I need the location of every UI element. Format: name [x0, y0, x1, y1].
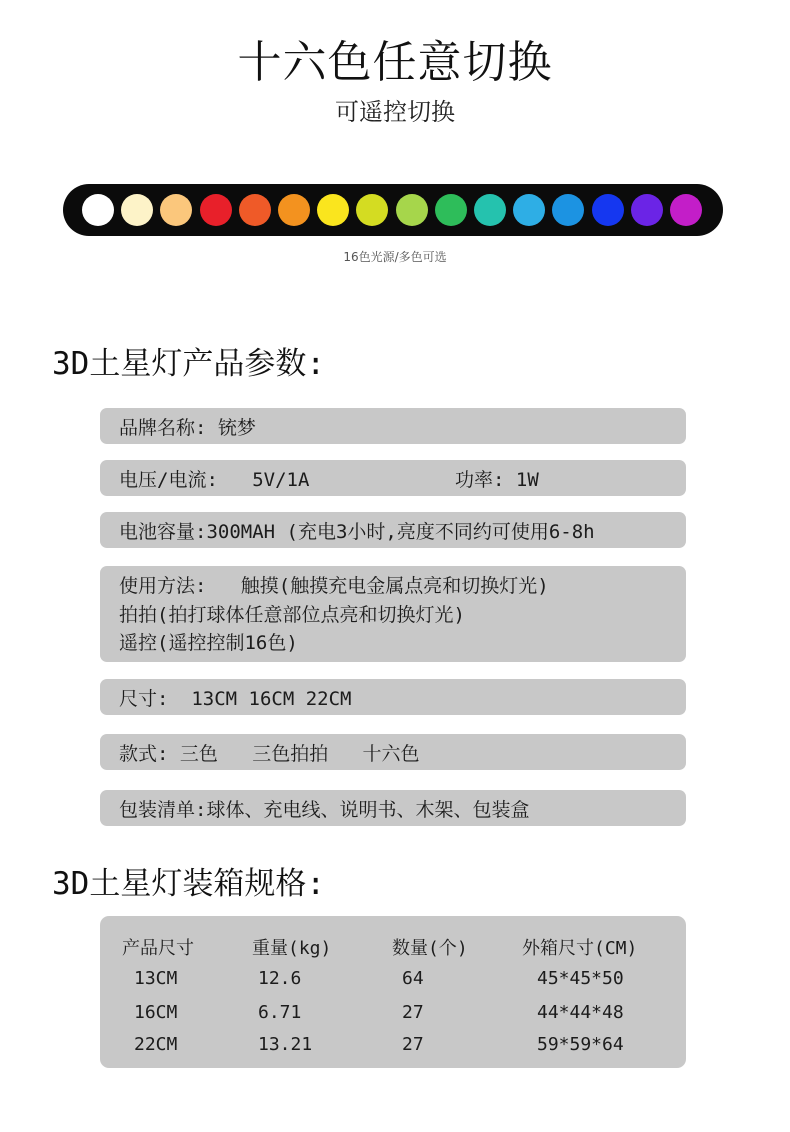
- packing-cell: 13.21: [258, 1034, 313, 1055]
- param-size: [100, 679, 686, 715]
- page-subtitle: 可遥控切换: [335, 98, 455, 126]
- packing-heading: 3D土星灯装箱规格:: [52, 866, 325, 902]
- packing-cell: 22CM: [134, 1034, 178, 1055]
- packing-header-cell: 数量(个): [392, 938, 468, 959]
- color-swatch: [278, 194, 310, 226]
- packing-cell: 45*45*50: [537, 968, 624, 989]
- param-package-text: 包装清单:球体、充电线、说明书、木架、包装盒: [119, 798, 530, 821]
- param-style-text: 款式: 三色 三色拍拍 十六色: [119, 742, 420, 765]
- packing-cell: 27: [402, 1002, 424, 1023]
- color-swatch: [356, 194, 388, 226]
- param-usage-line3: 遥控(遥控控制16色): [119, 632, 298, 654]
- param-package: [100, 790, 686, 826]
- packing-table: [100, 916, 686, 1068]
- packing-cell: 44*44*48: [537, 1002, 624, 1023]
- packing-cell: 64: [402, 968, 424, 989]
- param-battery: [100, 512, 686, 548]
- color-swatch: [82, 194, 114, 226]
- param-style: [100, 734, 686, 770]
- color-swatch: [513, 194, 545, 226]
- packing-cell: 59*59*64: [537, 1034, 624, 1055]
- packing-header-cell: 产品尺寸: [122, 938, 194, 959]
- color-swatch: [317, 194, 349, 226]
- param-usage-line1: 使用方法: 触摸(触摸充电金属点亮和切换灯光): [119, 575, 549, 597]
- packing-header-cell: 外箱尺寸(CM): [522, 938, 638, 959]
- packing-cell: 27: [402, 1034, 424, 1055]
- param-battery-text: 电池容量:300MAH (充电3小时,亮度不同约可使用6-8h: [119, 520, 595, 543]
- color-swatch: [631, 194, 663, 226]
- param-usage-line2: 拍拍(拍打球体任意部位点亮和切换灯光): [119, 603, 465, 626]
- color-swatch-bar: [63, 184, 723, 236]
- color-swatch: [239, 194, 271, 226]
- param-brand-text: 品牌名称: 铳梦: [119, 416, 256, 439]
- param-usage: [100, 566, 686, 662]
- page-title: 十六色任意切换: [237, 37, 553, 88]
- packing-header-cell: 重量(kg): [252, 938, 332, 959]
- color-swatch: [200, 194, 232, 226]
- param-power-text: 功率: 1W: [455, 468, 539, 491]
- param-voltage-power: [100, 460, 686, 496]
- color-swatch: [670, 194, 702, 226]
- color-caption: 16色光源/多色可选: [343, 250, 447, 264]
- color-swatch: [121, 194, 153, 226]
- color-swatch: [474, 194, 506, 226]
- color-swatch: [160, 194, 192, 226]
- packing-cell: 16CM: [134, 1002, 178, 1023]
- packing-cell: 6.71: [258, 1002, 302, 1023]
- param-size-text: 尺寸: 13CM 16CM 22CM: [119, 687, 352, 710]
- param-voltage-text: 电压/电流: 5V/1A: [119, 468, 310, 491]
- param-brand: [100, 408, 686, 444]
- packing-cell: 13CM: [134, 968, 178, 989]
- params-heading: 3D土星灯产品参数:: [52, 346, 325, 382]
- packing-cell: 12.6: [258, 968, 302, 989]
- color-swatch: [552, 194, 584, 226]
- color-swatch: [435, 194, 467, 226]
- color-swatch: [592, 194, 624, 226]
- color-swatch: [396, 194, 428, 226]
